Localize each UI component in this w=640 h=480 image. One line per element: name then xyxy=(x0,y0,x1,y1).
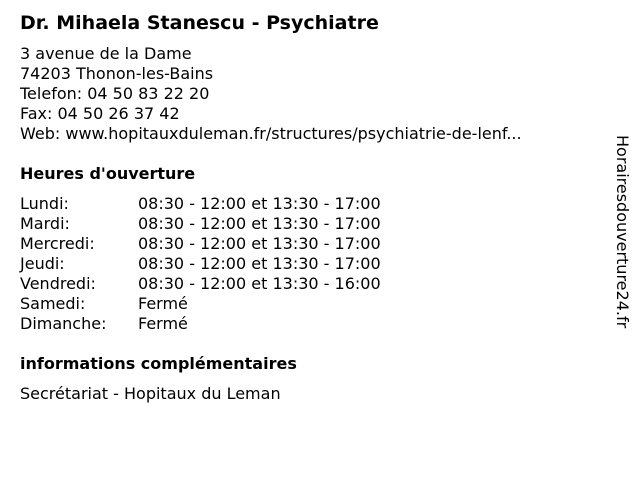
hours-row xyxy=(20,314,381,334)
hours-row xyxy=(20,194,381,214)
web-label: Web: xyxy=(20,124,61,143)
hours-day: Lundi: xyxy=(20,194,69,213)
hours-day: Mercredi: xyxy=(20,234,95,253)
hours-time: 08:30 - 12:00 et 13:30 - 17:00 xyxy=(138,194,381,213)
address-line-1: 3 avenue de la Dame xyxy=(20,44,192,63)
contact-info xyxy=(20,44,522,144)
page-title: Dr. Mihaela Stanescu - Psychiatre xyxy=(20,12,379,34)
hours-day: Mardi: xyxy=(20,214,70,233)
hours-day: Dimanche: xyxy=(20,314,107,333)
hours-time: 08:30 - 12:00 et 13:30 - 17:00 xyxy=(138,254,381,273)
additional-info-heading: informations complémentaires xyxy=(20,354,297,373)
phone-number: Telefon: 04 50 83 22 20 xyxy=(20,84,210,103)
hours-time: 08:30 - 12:00 et 13:30 - 17:00 xyxy=(138,214,381,233)
additional-info-text: Secrétariat - Hopitaux du Leman xyxy=(20,384,281,403)
opening-hours-heading: Heures d'ouverture xyxy=(20,164,196,183)
hours-row xyxy=(20,294,381,314)
hours-day: Samedi: xyxy=(20,294,86,313)
hours-day: Vendredi: xyxy=(20,274,96,293)
hours-time: Fermé xyxy=(138,294,188,313)
hours-row xyxy=(20,214,381,234)
hours-row xyxy=(20,274,381,294)
hours-time: Fermé xyxy=(138,314,188,333)
hours-row xyxy=(20,234,381,254)
hours-row xyxy=(20,254,381,274)
opening-hours-table xyxy=(20,194,381,334)
hours-day: Jeudi: xyxy=(20,254,65,273)
web-line xyxy=(20,124,522,144)
website-link[interactable]: www.hopitauxduleman.fr/structures/psychiatrie-de-lenf... xyxy=(65,124,522,143)
site-watermark: Horairesdouverture24.fr xyxy=(613,135,632,329)
fax-number: Fax: 04 50 26 37 42 xyxy=(20,104,180,123)
hours-time: 08:30 - 12:00 et 13:30 - 17:00 xyxy=(138,234,381,253)
address-line-2: 74203 Thonon-les-Bains xyxy=(20,64,214,83)
hours-time: 08:30 - 12:00 et 13:30 - 16:00 xyxy=(138,274,381,293)
